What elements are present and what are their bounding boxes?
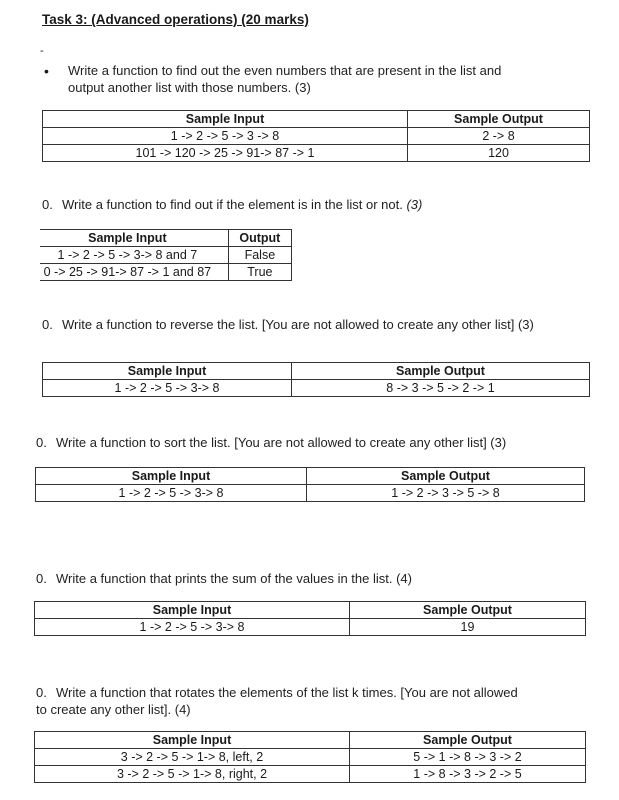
- q4-table: [35, 467, 585, 502]
- table-header: Sample Output: [292, 363, 590, 380]
- table-row: [43, 128, 590, 145]
- table-row: [36, 485, 585, 502]
- table-cell: 19: [350, 619, 586, 636]
- table-cell: 8 -> 3 -> 5 -> 2 -> 1: [292, 380, 590, 397]
- table-header-row: [43, 363, 590, 380]
- table-cell: True: [228, 264, 291, 281]
- table-cell: 3 -> 2 -> 5 -> 1-> 8, left, 2: [35, 749, 350, 766]
- q2-text-main: Write a function to find out if the element is in the list or not.: [62, 197, 403, 212]
- table-header-row: [35, 602, 586, 619]
- table-header-row: [36, 468, 585, 485]
- table-header-row: [40, 230, 292, 247]
- q4-number: 0.: [36, 435, 47, 450]
- table-cell: 120: [408, 145, 590, 162]
- table-cell: 1 -> 2 -> 5 -> 3-> 8: [43, 380, 292, 397]
- table-header: Sample Input: [35, 602, 350, 619]
- table-cell: 0 -> 25 -> 91-> 87 -> 1 and 87: [40, 264, 228, 281]
- table-header: Sample Output: [307, 468, 585, 485]
- q3-table: [42, 362, 590, 397]
- q2-table-clip: [40, 229, 292, 281]
- q2-marks: (3): [406, 197, 423, 212]
- table-row: [40, 264, 292, 281]
- table-cell: 5 -> 1 -> 8 -> 3 -> 2: [350, 749, 586, 766]
- stray-dash: -: [40, 45, 44, 57]
- table-row: [35, 619, 586, 636]
- table-header: Sample Output: [350, 732, 586, 749]
- q5-number: 0.: [36, 571, 47, 586]
- table-header: Sample Input: [43, 363, 292, 380]
- table-cell: 2 -> 8: [408, 128, 590, 145]
- table-header: Sample Output: [408, 111, 590, 128]
- table-cell: 1 -> 2 -> 3 -> 5 -> 8: [307, 485, 585, 502]
- task-title: Task 3: (Advanced operations) (20 marks): [42, 12, 309, 27]
- table-header: Sample Input: [43, 111, 408, 128]
- table-cell: 1 -> 2 -> 5 -> 3-> 8 and 7: [40, 247, 228, 264]
- q4-text: Write a function to sort the list. [You are not allowed to create any other list] (3): [56, 435, 507, 450]
- q6-text-line2: to create any other list]. (4): [36, 702, 191, 717]
- table-cell: 1 -> 2 -> 5 -> 3 -> 8: [43, 128, 408, 145]
- table-cell: 3 -> 2 -> 5 -> 1-> 8, right, 2: [35, 766, 350, 783]
- table-header: Sample Output: [350, 602, 586, 619]
- table-header: Sample Input: [35, 732, 350, 749]
- bullet-icon: •: [44, 63, 49, 79]
- table-header: Sample Input: [36, 468, 307, 485]
- q2-text: [62, 196, 422, 213]
- q6-number: 0.: [36, 685, 47, 700]
- q2-table: [40, 229, 292, 281]
- q3-number: 0.: [42, 317, 53, 332]
- table-header: Output: [228, 230, 291, 247]
- table-header-row: [35, 732, 586, 749]
- table-cell: 1 -> 8 -> 3 -> 2 -> 5: [350, 766, 586, 783]
- q5-table: [34, 601, 586, 636]
- q3-text: Write a function to reverse the list. [You are not allowed to create any other list] (3): [62, 317, 534, 332]
- table-cell: 101 -> 120 -> 25 -> 91-> 87 -> 1: [43, 145, 408, 162]
- table-header: Sample Input: [40, 230, 228, 247]
- q2-number: 0.: [42, 197, 53, 212]
- table-row: [43, 145, 590, 162]
- table-cell: False: [228, 247, 291, 264]
- table-cell: 1 -> 2 -> 5 -> 3-> 8: [35, 619, 350, 636]
- table-row: [40, 247, 292, 264]
- table-header-row: [43, 111, 590, 128]
- q6-table: [34, 731, 586, 783]
- table-cell: 1 -> 2 -> 5 -> 3-> 8: [36, 485, 307, 502]
- table-row: [35, 749, 586, 766]
- table-row: [35, 766, 586, 783]
- q5-text: Write a function that prints the sum of the values in the list. (4): [56, 571, 412, 586]
- table-row: [43, 380, 590, 397]
- q1-text: Write a function to find out the even numbers that are present in the list and output another list with those numbers. (3): [68, 63, 502, 95]
- q1-table: [42, 110, 590, 162]
- q6-text-line1: Write a function that rotates the elements of the list k times. [You are not allowed: [56, 685, 518, 700]
